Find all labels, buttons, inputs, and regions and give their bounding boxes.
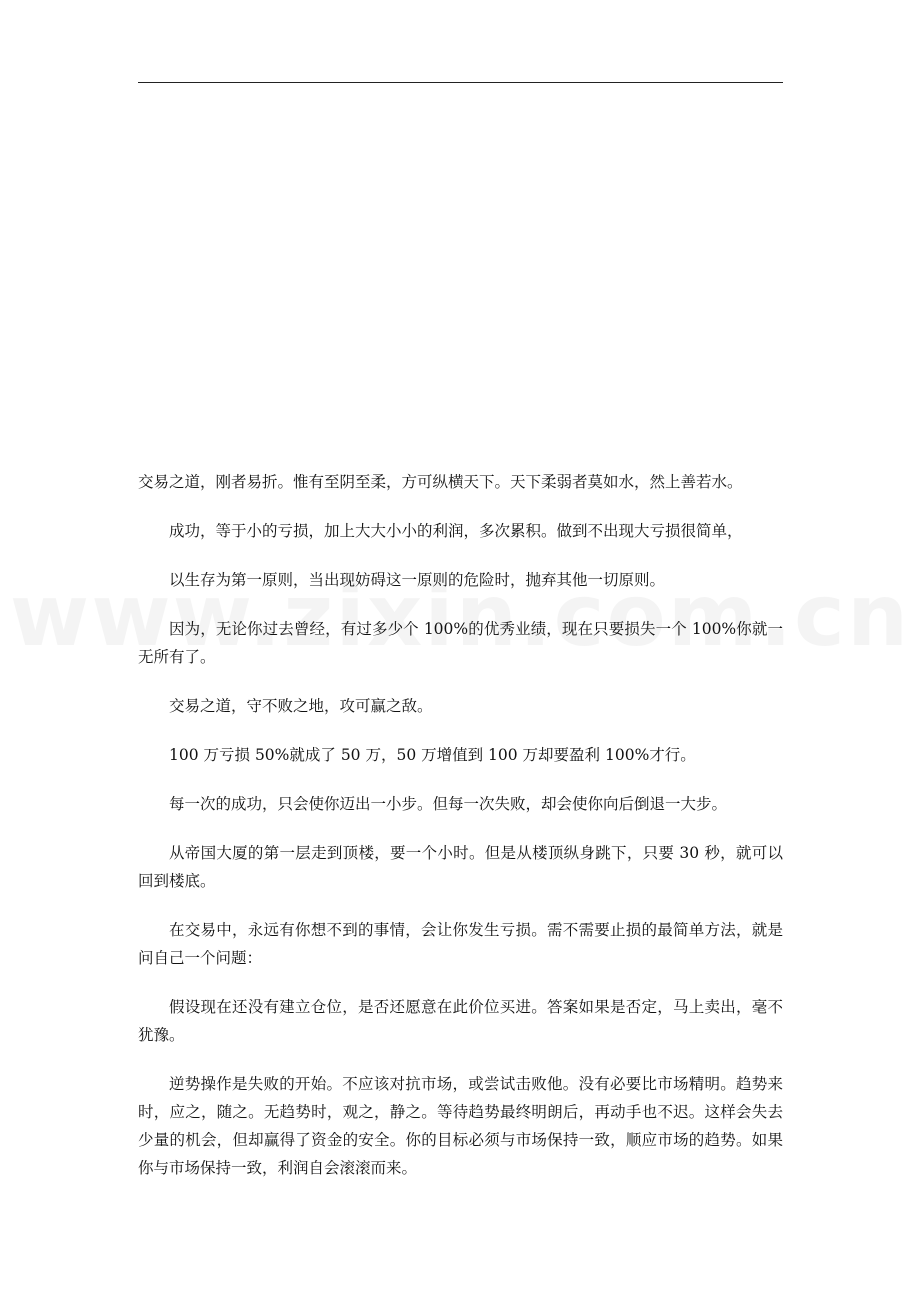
paragraph-3: 以生存为第一原则，当出现妨碍这一原则的危险时，抛弃其他一切原则。 [169,571,666,589]
paragraph-4: 因为，无论你过去曾经，有过多少个 100%的优秀业绩，现在只要损失一个 100%你就一无所有了。 [138,620,783,666]
paragraph-11: 逆势操作是失败的开始。不应该对抗市场，或尝试击败他。没有必要比市场精明。趋势来时，应之，随之。无趋势时，观之，静之。等待趋势最终明朗后，再动手也不迟。这样会失去少量的机会，但却赢得了资金的安全。你的目标必须与市场保持一致，顺应市场的趋势。如果你与市场保持一致，利润自会滚滚而来。 [138,1075,783,1177]
paragraph-5: 交易之道，守不败之地，攻可赢之敌。 [169,697,433,715]
paragraph-7: 每一次的成功，只会使你迈出一小步。但每一次失败，却会使你向后倒退一大步。 [169,795,728,813]
paragraph-1: 交易之道，刚者易折。惟有至阴至柔，方可纵横天下。天下柔弱者莫如水，然上善若水。 [138,473,743,491]
paragraph-6: 100 万亏损 50%就成了 50 万，50 万增值到 100 万却要盈利 100%才行。 [169,746,696,764]
paragraph-10: 假设现在还没有建立仓位，是否还愿意在此价位买进。答案如果是否定，马上卖出，毫不犹豫。 [138,998,783,1044]
paragraph-2: 成功，等于小的亏损，加上大大小小的利润，多次累积。做到不出现大亏损很简单， [169,522,743,540]
header-rule [138,82,783,83]
paragraph-8: 从帝国大厦的第一层走到顶楼，要一个小时。但是从楼顶纵身跳下，只要 30 秒，就可以回到楼底。 [138,844,783,890]
document-body [138,468,783,1203]
paragraph-9: 在交易中，永远有你想不到的事情，会让你发生亏损。需不需要止损的最简单方法，就是问自己一个问题： [138,921,783,967]
